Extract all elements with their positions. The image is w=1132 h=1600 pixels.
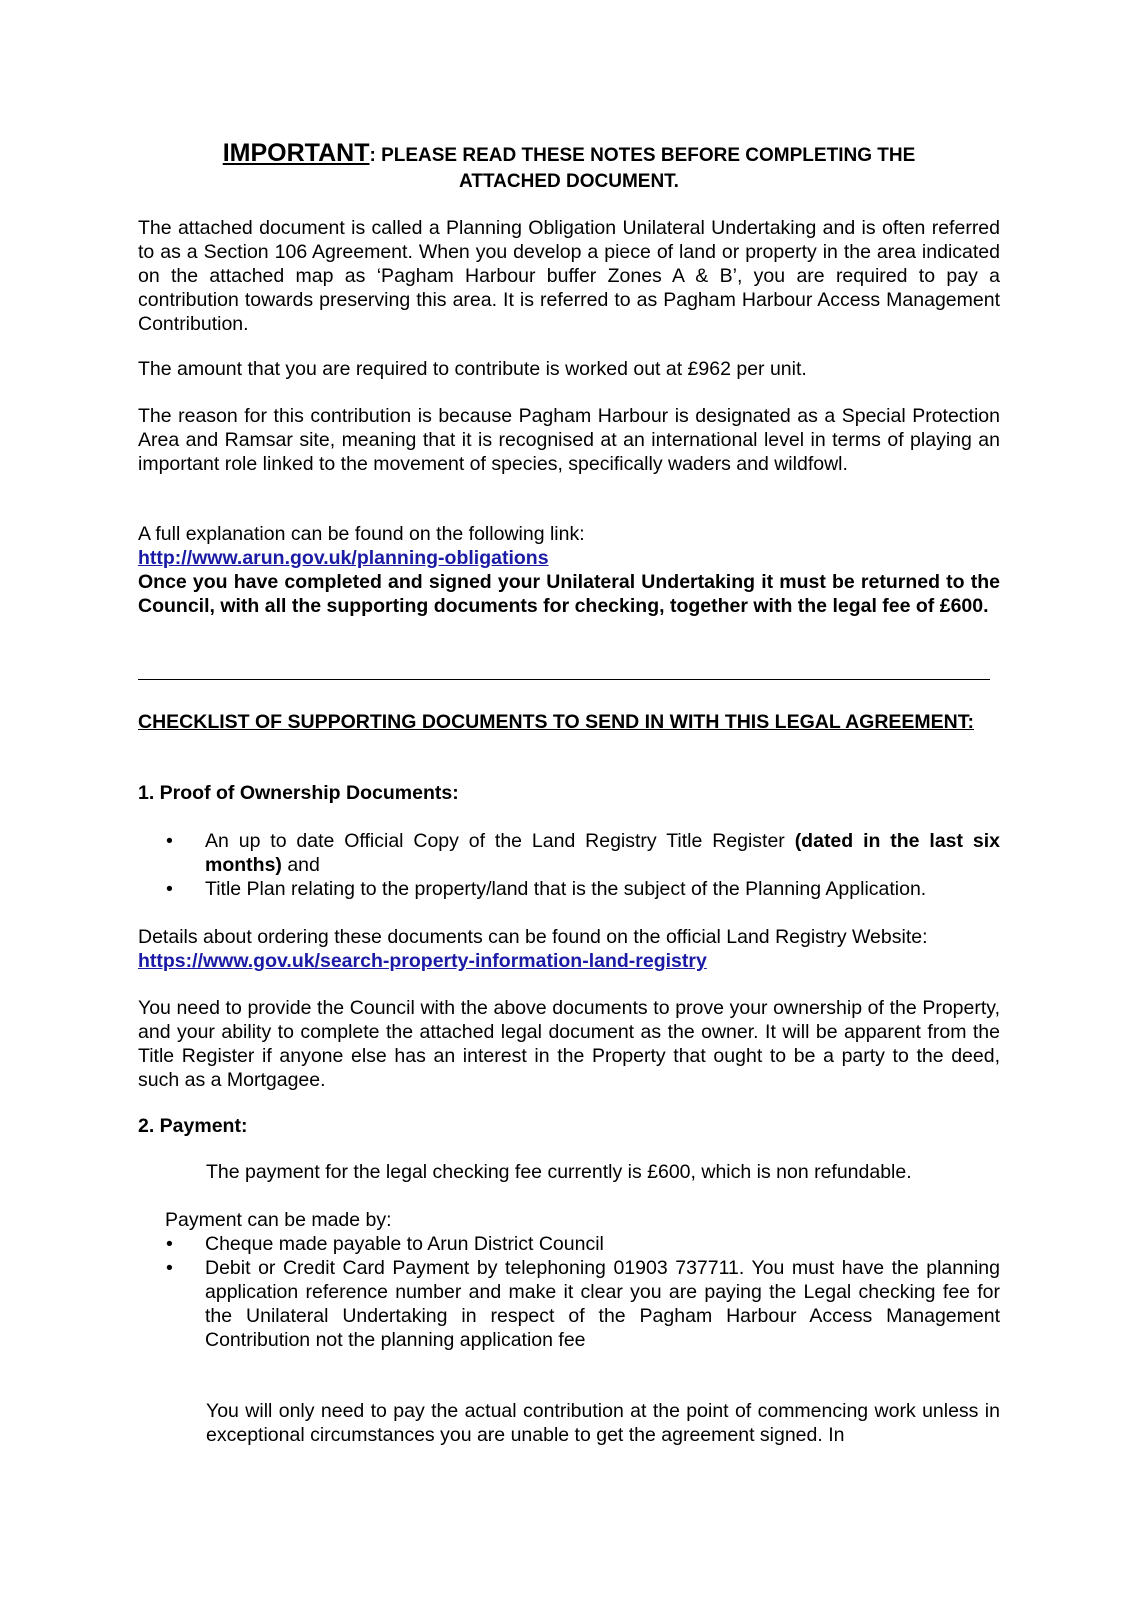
- land-registry-link[interactable]: https://www.gov.uk/search-property-information-land-registry: [138, 950, 707, 972]
- heading-line1: : PLEASE READ THESE NOTES BEFORE COMPLETING THE: [369, 145, 916, 166]
- list-item: • Title Plan relating to the property/land that is the subject of the Planning Application.: [166, 878, 927, 900]
- list-item: • Debit or Credit Card Payment by telephoning 01903 737711. You must have the planning application reference number and make it clear you are paying the Legal checking fee for the Unilateral Undertaking in respect of the Pagham Harbour Access Management Contribution not the planning application fee: [166, 1257, 1000, 1351]
- fee-text: The payment for the legal checking fee currently is £600, which is non refundable.: [206, 1161, 912, 1183]
- divider-line: [138, 679, 990, 680]
- explanation-label: A full explanation can be found on the following link:: [138, 523, 585, 545]
- payment-methods: [138, 1208, 1000, 1352]
- intro-paragraph-1: The attached document is called a Planning Obligation Unilateral Undertaking and is often referred to as a Section 106 Agreement. When you develop a piece of land or property in the area indicated on the attached map as ‘Pagham Harbour buffer Zones A & B’, you are required to pay a contribution towards preserving this area. It is referred to as Pagham Harbour Access Management Contribution.: [138, 217, 1000, 335]
- list-item: • Cheque made payable to Arun District Council: [166, 1233, 604, 1255]
- contribution-note: You will only need to pay the actual contribution at the point of commencing work unless in exceptional circumstances you are unable to get the agreement signed. In: [206, 1400, 1000, 1446]
- list-item: • An up to date Official Copy of the Land Registry Title Register (dated in the last six months) and: [166, 830, 1000, 876]
- details-label: Details about ordering these documents can be found on the official Land Registry Website:: [138, 926, 928, 948]
- explanation-section: [138, 522, 1000, 618]
- intro-paragraph-3: The reason for this contribution is because Pagham Harbour is designated as a Special Protection Area and Ramsar site, meaning that it is recognised at an international level in terms of playing an important role linked to the movement of species, specifically waders and wildfowl.: [138, 405, 1000, 475]
- section1-heading: 1. Proof of Ownership Documents:: [138, 782, 459, 804]
- section2-heading: 2. Payment:: [138, 1115, 248, 1137]
- return-notice: Once you have completed and signed your Unilateral Undertaking it must be returned to the Council, with all the supporting documents for checking, together with the legal fee of £600.: [138, 571, 1000, 617]
- land-registry-details: [138, 925, 1000, 973]
- page-heading: [138, 140, 1000, 195]
- ownership-bullets: [138, 829, 1000, 901]
- ownership-explanation: You need to provide the Council with the above documents to prove your ownership of the Property, and your ability to complete the attached legal document as the owner. It will be apparent from the Title Register if anyone else has an interest in the Property that ought to be a party to the deed, such as a Mortgagee.: [138, 997, 1000, 1091]
- important-label: IMPORTANT: [222, 139, 370, 167]
- arun-planning-obligations-link[interactable]: http://www.arun.gov.uk/planning-obligations: [138, 547, 549, 569]
- checklist-title: CHECKLIST OF SUPPORTING DOCUMENTS TO SEND IN WITH THIS LEGAL AGREEMENT:: [138, 711, 974, 733]
- intro-paragraph-2: The amount that you are required to contribute is worked out at £962 per unit.: [138, 358, 807, 380]
- payment-methods-label: Payment can be made by:: [165, 1209, 392, 1231]
- heading-line2: ATTACHED DOCUMENT.: [459, 171, 679, 192]
